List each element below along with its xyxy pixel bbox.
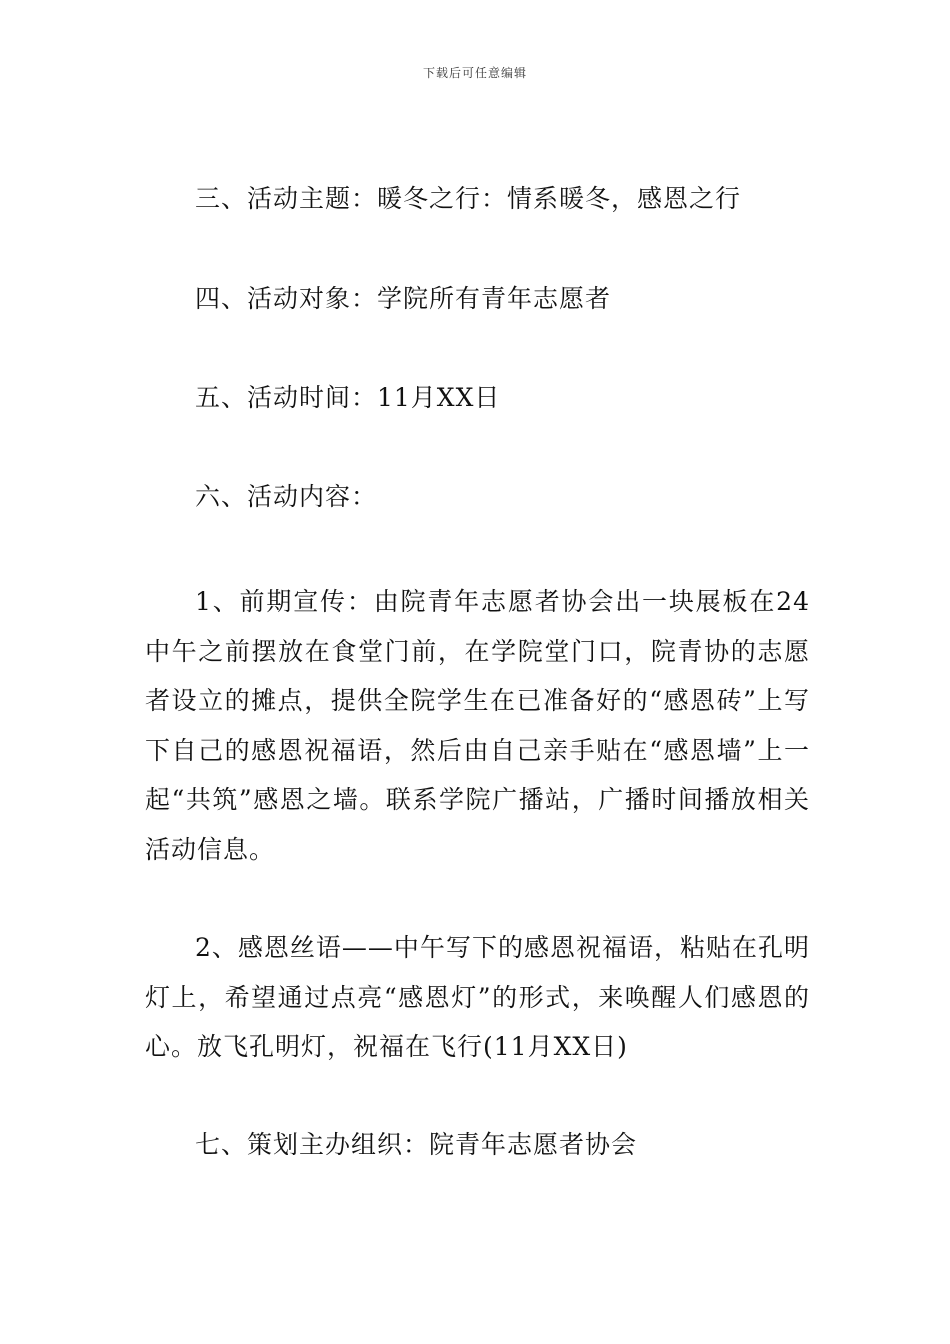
section-theme: 三、活动主题：暖冬之行：情系暖冬，感恩之行 [195, 184, 742, 213]
page-header: 下载后可任意编辑 [422, 66, 527, 80]
section-target: 四、活动对象：学院所有青年志愿者 [195, 284, 612, 313]
content-item-2: 2、感恩丝语——中午写下的感恩祝福语，粘贴在孔明灯上，希望通过点亮“感恩灯”的形式，来唤醒人们感恩的心。放飞孔明灯，祝福在飞行(11月XX日) [145, 933, 810, 1061]
section-time: 五、活动时间：11月XX日 [195, 383, 501, 412]
content-item-1: 1、前期宣传：由院青年志愿者协会出一块展板在24中午之前摆放在食堂门前，在学院堂门口，院青协的志愿者设立的摊点，提供全院学生在已准备好的“感恩砖”上写下自己的感恩祝福语，然后由自己亲手贴在“感恩墙”上一起“共筑”感恩之墙。联系学院广播站，广播时间播放相关活动信息。 [145, 587, 810, 864]
section-organizer: 七、策划主办组织：院青年志愿者协会 [195, 1130, 638, 1159]
section-content-title: 六、活动内容： [195, 482, 378, 511]
